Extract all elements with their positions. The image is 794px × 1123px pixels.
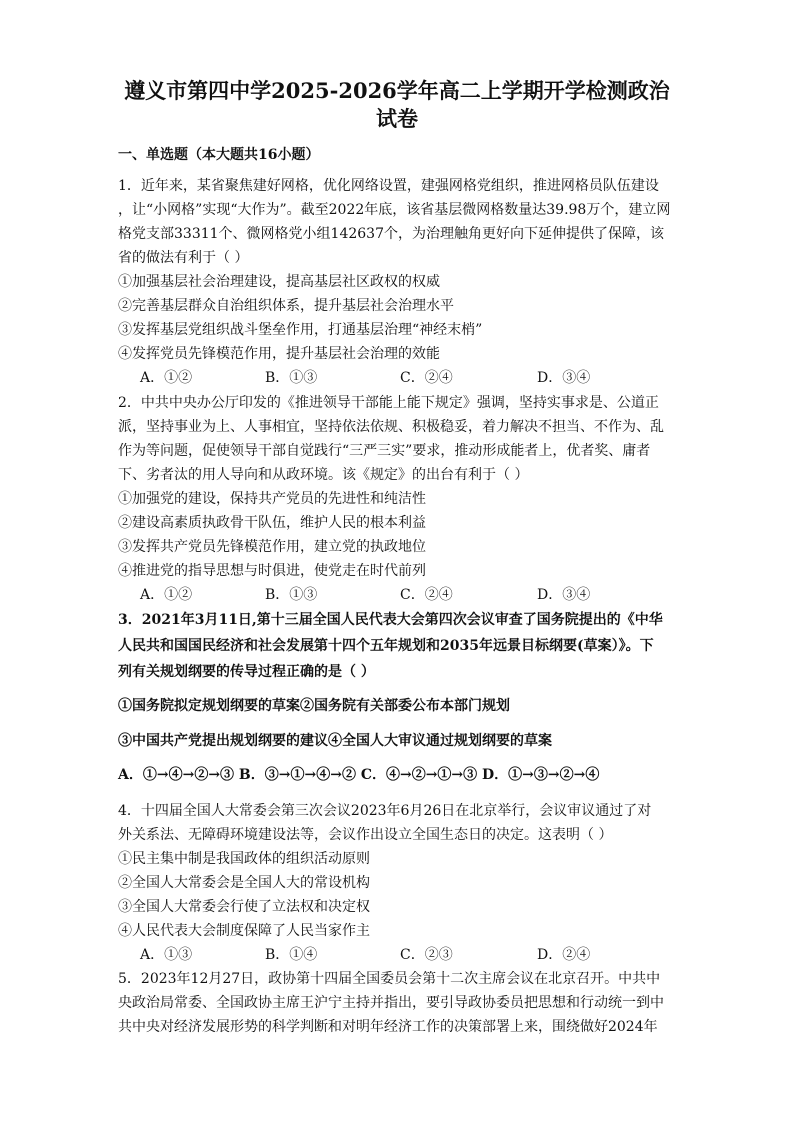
q1-option-c[interactable]: C．②④	[400, 370, 453, 386]
q2-item: ④推进党的指导思想与时俱进，使党走在时代前列	[118, 563, 426, 579]
q1-stem-line: 省的做法有利于（ ）	[118, 250, 249, 266]
q2-option-c[interactable]: C．②④	[400, 587, 453, 603]
q1-item: ④发挥党员先锋模范作用，提升基层社会治理的效能	[118, 346, 440, 362]
q5-stem-line: 共中央对经济发展形势的科学判断和对明年经济工作的决策部署上来，围绕做好2024年	[118, 1019, 658, 1035]
q4-option-b[interactable]: B．①④	[265, 947, 318, 963]
document-title-line-1: 遵义市第四中学2025-2026学年高二上学期开学检测政治	[124, 78, 670, 103]
q4-option-a[interactable]: A．①③	[140, 947, 193, 963]
q3-item: ①国务院拟定规划纲要的草案②国务院有关部委公布本部门规划	[118, 698, 510, 714]
q2-stem-line: 2．中共中央办公厅印发的《推进领导干部能上能下规定》强调，坚持实事求是、公道正	[118, 395, 659, 411]
q2-item: ①加强党的建设，保持共产党员的先进性和纯洁性	[118, 491, 426, 507]
q1-stem-line: 1．近年来，某省聚焦建好网格，优化网络设置，建强网格党组织，推进网格员队伍建设	[118, 178, 659, 194]
q3-stem-line: 人民共和国国民经济和社会发展第十四个五年规划和2035年远景目标纲要(草案）》。下	[118, 638, 654, 654]
q5-stem-line: 央政治局常委、全国政协主席王沪宁主持并指出，要引导政协委员把思想和行动统一到中	[118, 995, 664, 1011]
q4-option-c[interactable]: C．②③	[400, 947, 453, 963]
q4-item: ④人民代表大会制度保障了人民当家作主	[118, 923, 370, 939]
q3-stem-line: 3．2021年3月11日,第十三届全国人民代表大会第四次会议审查了国务院提出的《中华	[118, 612, 663, 628]
q2-item: ②建设高素质执政骨干队伍，维护人民的根本利益	[118, 515, 426, 531]
document-title-line-2: 试卷	[376, 106, 418, 131]
q2-item: ③发挥共产党员先锋模范作用，建立党的执政地位	[118, 539, 426, 555]
q2-stem-line: 下、劣者汰的用人导向和从政环境。该《规定》的出台有利于（ ）	[118, 467, 529, 483]
q1-item: ②完善基层群众自治组织体系，提升基层社会治理水平	[118, 298, 454, 314]
q4-option-d[interactable]: D．②④	[537, 947, 591, 963]
q2-stem-line: 作为等问题，促使领导干部自觉践行“三严三实”要求，推动形成能者上，优者奖、庸者	[118, 443, 651, 459]
q1-stem-line: 格党支部33311个、微网格党小组142637个，为治理触角更好向下延伸提供了保障，该	[118, 226, 664, 242]
q1-options	[140, 368, 700, 388]
q1-item: ③发挥基层党组织战斗堡垒作用，打通基层治理“神经末梢”	[118, 322, 483, 338]
q4-item: ③全国人大常委会行使了立法权和决定权	[118, 899, 370, 915]
q3-options[interactable]: A．①→④→②→③ B．③→①→④→② C．④→②→①→③ D．①→③→②→④	[118, 767, 600, 783]
q1-option-a[interactable]: A．①②	[140, 370, 193, 386]
q4-item: ②全国人大常委会是全国人大的常设机构	[118, 875, 370, 891]
q4-stem-line: 4．十四届全国人大常委会第三次会议2023年6月26日在北京举行，会议审议通过了对	[118, 803, 652, 819]
q4-stem-line: 外关系法、无障碍环境建设法等，会议作出设立全国生态日的决定。这表明（ ）	[118, 827, 613, 843]
q1-option-b[interactable]: B．①③	[265, 370, 318, 386]
q2-option-a[interactable]: A．①②	[140, 587, 193, 603]
section-heading: 一、单选题（本大题共16小题）	[118, 147, 320, 163]
q5-stem-line: 5．2023年12月27日，政协第十四届全国委员会第十二次主席会议在北京召开。中共中	[118, 971, 661, 987]
q4-options	[140, 945, 700, 965]
q3-stem-line: 列有关规划纲要的传导过程正确的是（ ）	[118, 664, 375, 680]
q1-option-d[interactable]: D．③④	[537, 370, 591, 386]
q2-stem-line: 派，坚持事业为上、人事相宜，坚持依法依规、积极稳妥，着力解决不担当、不作为、乱	[118, 419, 664, 435]
q2-option-d[interactable]: D．③④	[537, 587, 591, 603]
q1-item: ①加强基层社会治理建设，提高基层社区政权的权威	[118, 274, 440, 290]
q1-stem-line: ，让“小网格”实现“大作为”。截至2022年底，该省基层微网格数量达39.98万个，建立网	[118, 202, 671, 218]
q2-option-b[interactable]: B．①③	[265, 587, 318, 603]
q3-item: ③中国共产党提出规划纲要的建议④全国人大审议通过规划纲要的草案	[118, 733, 552, 749]
q4-item: ①民主集中制是我国政体的组织活动原则	[118, 851, 370, 867]
q2-options	[140, 585, 700, 605]
